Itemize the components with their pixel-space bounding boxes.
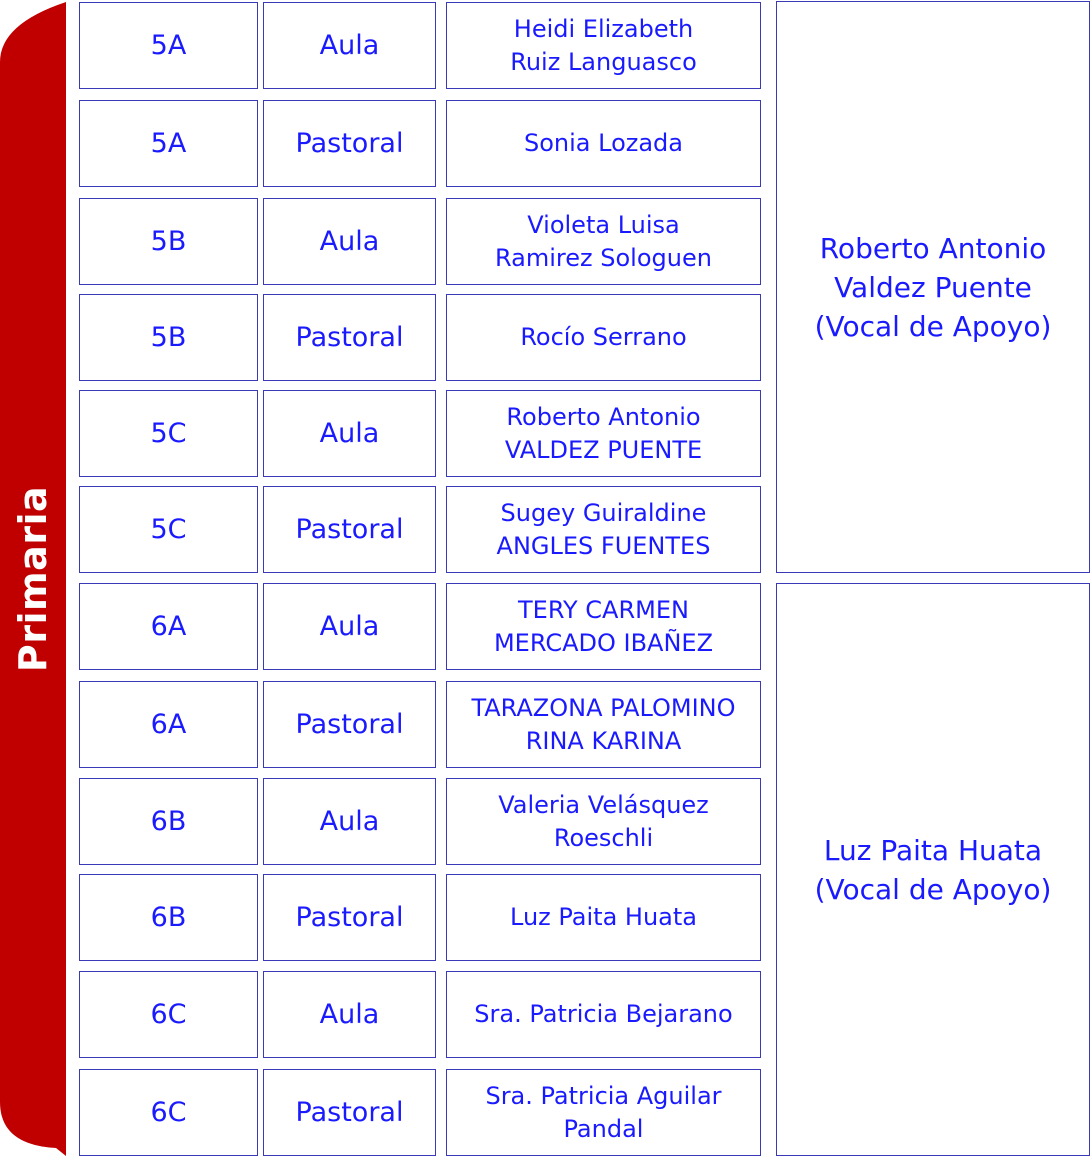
teacher-name-cell — [446, 2, 761, 89]
type-cell — [263, 1069, 436, 1156]
type-cell — [263, 778, 436, 865]
teacher-name-cell-text: Sonia Lozada — [523, 129, 683, 157]
teacher-name-cell-text: TARAZONA PALOMINO RINA KARINA — [471, 693, 736, 755]
grade-cell — [79, 486, 258, 573]
type-cell-text: Aula — [319, 611, 380, 642]
teacher-name-cell-text: Violeta Luisa Ramirez Sologuen — [495, 210, 712, 272]
grade-cell — [79, 583, 258, 670]
teacher-name-cell — [446, 198, 761, 285]
grade-cell-text: 6C — [150, 999, 187, 1030]
teacher-name-cell — [446, 778, 761, 865]
type-cell-text: Aula — [319, 30, 380, 61]
grade-cell — [79, 778, 258, 865]
type-cell-text: Pastoral — [295, 1097, 404, 1128]
type-cell — [263, 2, 436, 89]
teacher-name-cell-text: Heidi Elizabeth Ruiz Languasco — [510, 14, 697, 76]
type-cell-text: Pastoral — [295, 128, 404, 159]
grade-cell-text: 6B — [150, 806, 187, 837]
vocal-support-cell — [776, 1, 1090, 573]
grade-cell-text: 5C — [150, 418, 187, 449]
teacher-name-cell — [446, 390, 761, 477]
section-banner — [0, 2, 66, 1156]
grade-cell-text: 5A — [150, 128, 187, 159]
type-cell-text: Pastoral — [295, 514, 404, 545]
type-cell-text: Aula — [319, 418, 380, 449]
grade-cell — [79, 971, 258, 1058]
grade-cell-text: 5B — [150, 322, 187, 353]
teacher-name-cell-text: Roberto Antonio VALDEZ PUENTE — [504, 402, 703, 464]
type-cell-text: Pastoral — [295, 322, 404, 353]
teacher-name-cell-text: TERY CARMEN MERCADO IBAÑEZ — [493, 595, 714, 657]
grade-cell-text: 5B — [150, 226, 187, 257]
grade-cell-text: 6A — [150, 611, 187, 642]
teacher-name-cell — [446, 1069, 761, 1156]
grade-cell-text: 6C — [150, 1097, 187, 1128]
grade-cell-text: 5C — [150, 514, 187, 545]
teacher-name-cell — [446, 874, 761, 961]
type-cell — [263, 681, 436, 768]
teacher-name-cell-text: Valeria Velásquez Roeschli — [498, 790, 709, 852]
teacher-name-cell-text: Luz Paita Huata — [510, 903, 697, 931]
teacher-name-cell — [446, 583, 761, 670]
grade-cell — [79, 681, 258, 768]
type-cell — [263, 100, 436, 187]
type-cell — [263, 198, 436, 285]
teacher-name-cell-text: Rocío Serrano — [520, 323, 687, 351]
grade-cell-text: 5A — [150, 30, 187, 61]
grade-cell — [79, 100, 258, 187]
grade-cell-text: 6B — [150, 902, 187, 933]
grade-cell — [79, 874, 258, 961]
grade-cell — [79, 294, 258, 381]
type-cell — [263, 486, 436, 573]
vocal-support-cell — [776, 583, 1090, 1156]
vocal-support-text: Luz Paita Huata (Vocal de Apoyo) — [814, 833, 1052, 906]
vocal-support-text: Roberto Antonio Valdez Puente (Vocal de Apoyo) — [814, 231, 1052, 343]
teacher-name-cell-text: Sra. Patricia Bejarano — [474, 1000, 733, 1028]
grade-cell — [79, 198, 258, 285]
section-label: Primaria — [11, 485, 55, 673]
teacher-name-cell — [446, 486, 761, 573]
teacher-name-cell-text: Sra. Patricia Aguilar Pandal — [485, 1081, 722, 1143]
type-cell — [263, 874, 436, 961]
teacher-name-cell — [446, 294, 761, 381]
grade-cell — [79, 1069, 258, 1156]
type-cell — [263, 294, 436, 381]
type-cell-text: Aula — [319, 806, 380, 837]
grade-cell — [79, 2, 258, 89]
type-cell-text: Aula — [319, 226, 380, 257]
teacher-name-cell — [446, 971, 761, 1058]
type-cell — [263, 390, 436, 477]
teacher-name-cell-text: Sugey Guiraldine ANGLES FUENTES — [496, 498, 711, 560]
type-cell — [263, 583, 436, 670]
type-cell — [263, 971, 436, 1058]
grade-cell-text: 6A — [150, 709, 187, 740]
teacher-name-cell — [446, 100, 761, 187]
grade-cell — [79, 390, 258, 477]
type-cell-text: Pastoral — [295, 709, 404, 740]
type-cell-text: Pastoral — [295, 902, 404, 933]
teacher-name-cell — [446, 681, 761, 768]
type-cell-text: Aula — [319, 999, 380, 1030]
